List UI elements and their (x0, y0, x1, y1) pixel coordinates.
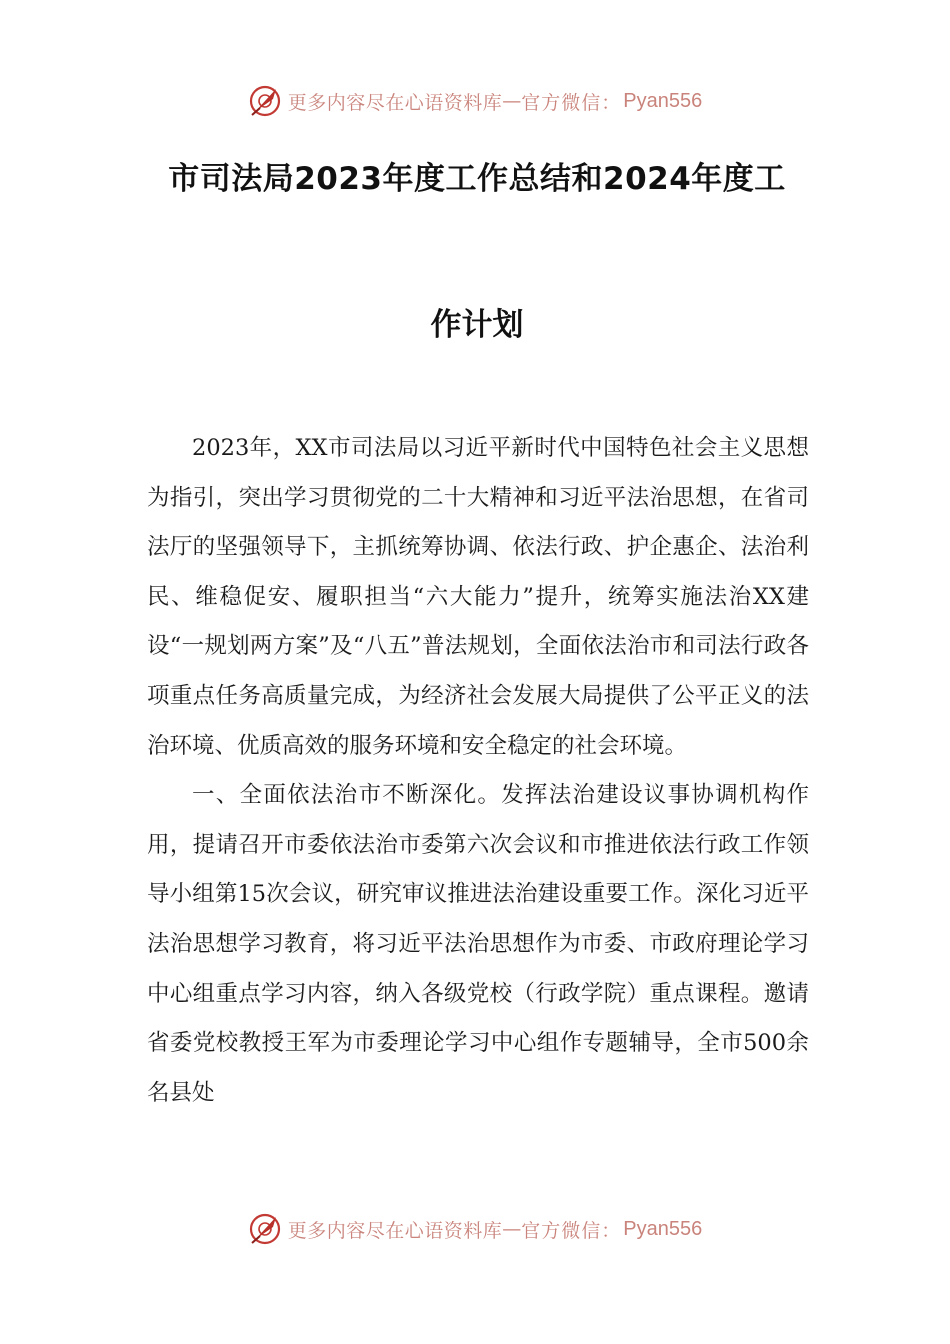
watermark-banner-top (0, 84, 950, 118)
quill-logo-icon (248, 1212, 282, 1246)
watermark-separator: — (502, 1218, 522, 1240)
watermark-wechat-id: Pyan556 (623, 89, 703, 112)
watermark-text: 更多内容尽在心语资料库 (287, 91, 503, 114)
watermark-separator: — (502, 90, 522, 112)
watermark-wechat-id: Pyan556 (623, 1217, 703, 1240)
paragraph-section-1: 一、全面依法治市不断深化。发挥法治建设议事协调机构作用，提请召开市委依法治市委第六次会议和市推进依法行政工作领导小组第15次会议，研究审议推进法治建设重要工作。深化习近平法治思想学习教育，将习近平法治思想作为市委、市政府理论学习中心组重点学习内容，纳入各级党校（行政学院）重点课程。邀请省委党校教授王军为市委理论学习中心组作专题辅导，全市500余名县处 (147, 782, 809, 1106)
watermark-text: 更多内容尽在心语资料库 (287, 1219, 503, 1242)
document-title-line2: 作计划 (430, 307, 524, 343)
paragraph-intro: 2023年，XX市司法局以习近平新时代中国特色社会主义思想为指引，突出学习贯彻党的二十大精神和习近平法治思想，在省司法厅的坚强领导下，主抓统筹协调、依法行政、护企惠企、法治利民、维稳促安、履职担当“六大能力”提升，统筹实施法治XX建设“一规划两方案”及“八五”普法规划，全面依法治市和司法行政各项重点任务高质量完成，为经济社会发展大局提供了公平正义的法治环境、优质高效的服务环境和安全稳定的社会环境。 (147, 435, 809, 759)
watermark-banner-bottom (0, 1212, 950, 1246)
document-body (147, 424, 809, 1118)
quill-logo-icon (248, 84, 282, 118)
watermark-wechat-label: 官方微信： (521, 1219, 622, 1242)
document-title-line1: 市司法局2023年度工作总结和2024年度工 (168, 161, 786, 197)
watermark-wechat-label: 官方微信： (521, 91, 622, 114)
